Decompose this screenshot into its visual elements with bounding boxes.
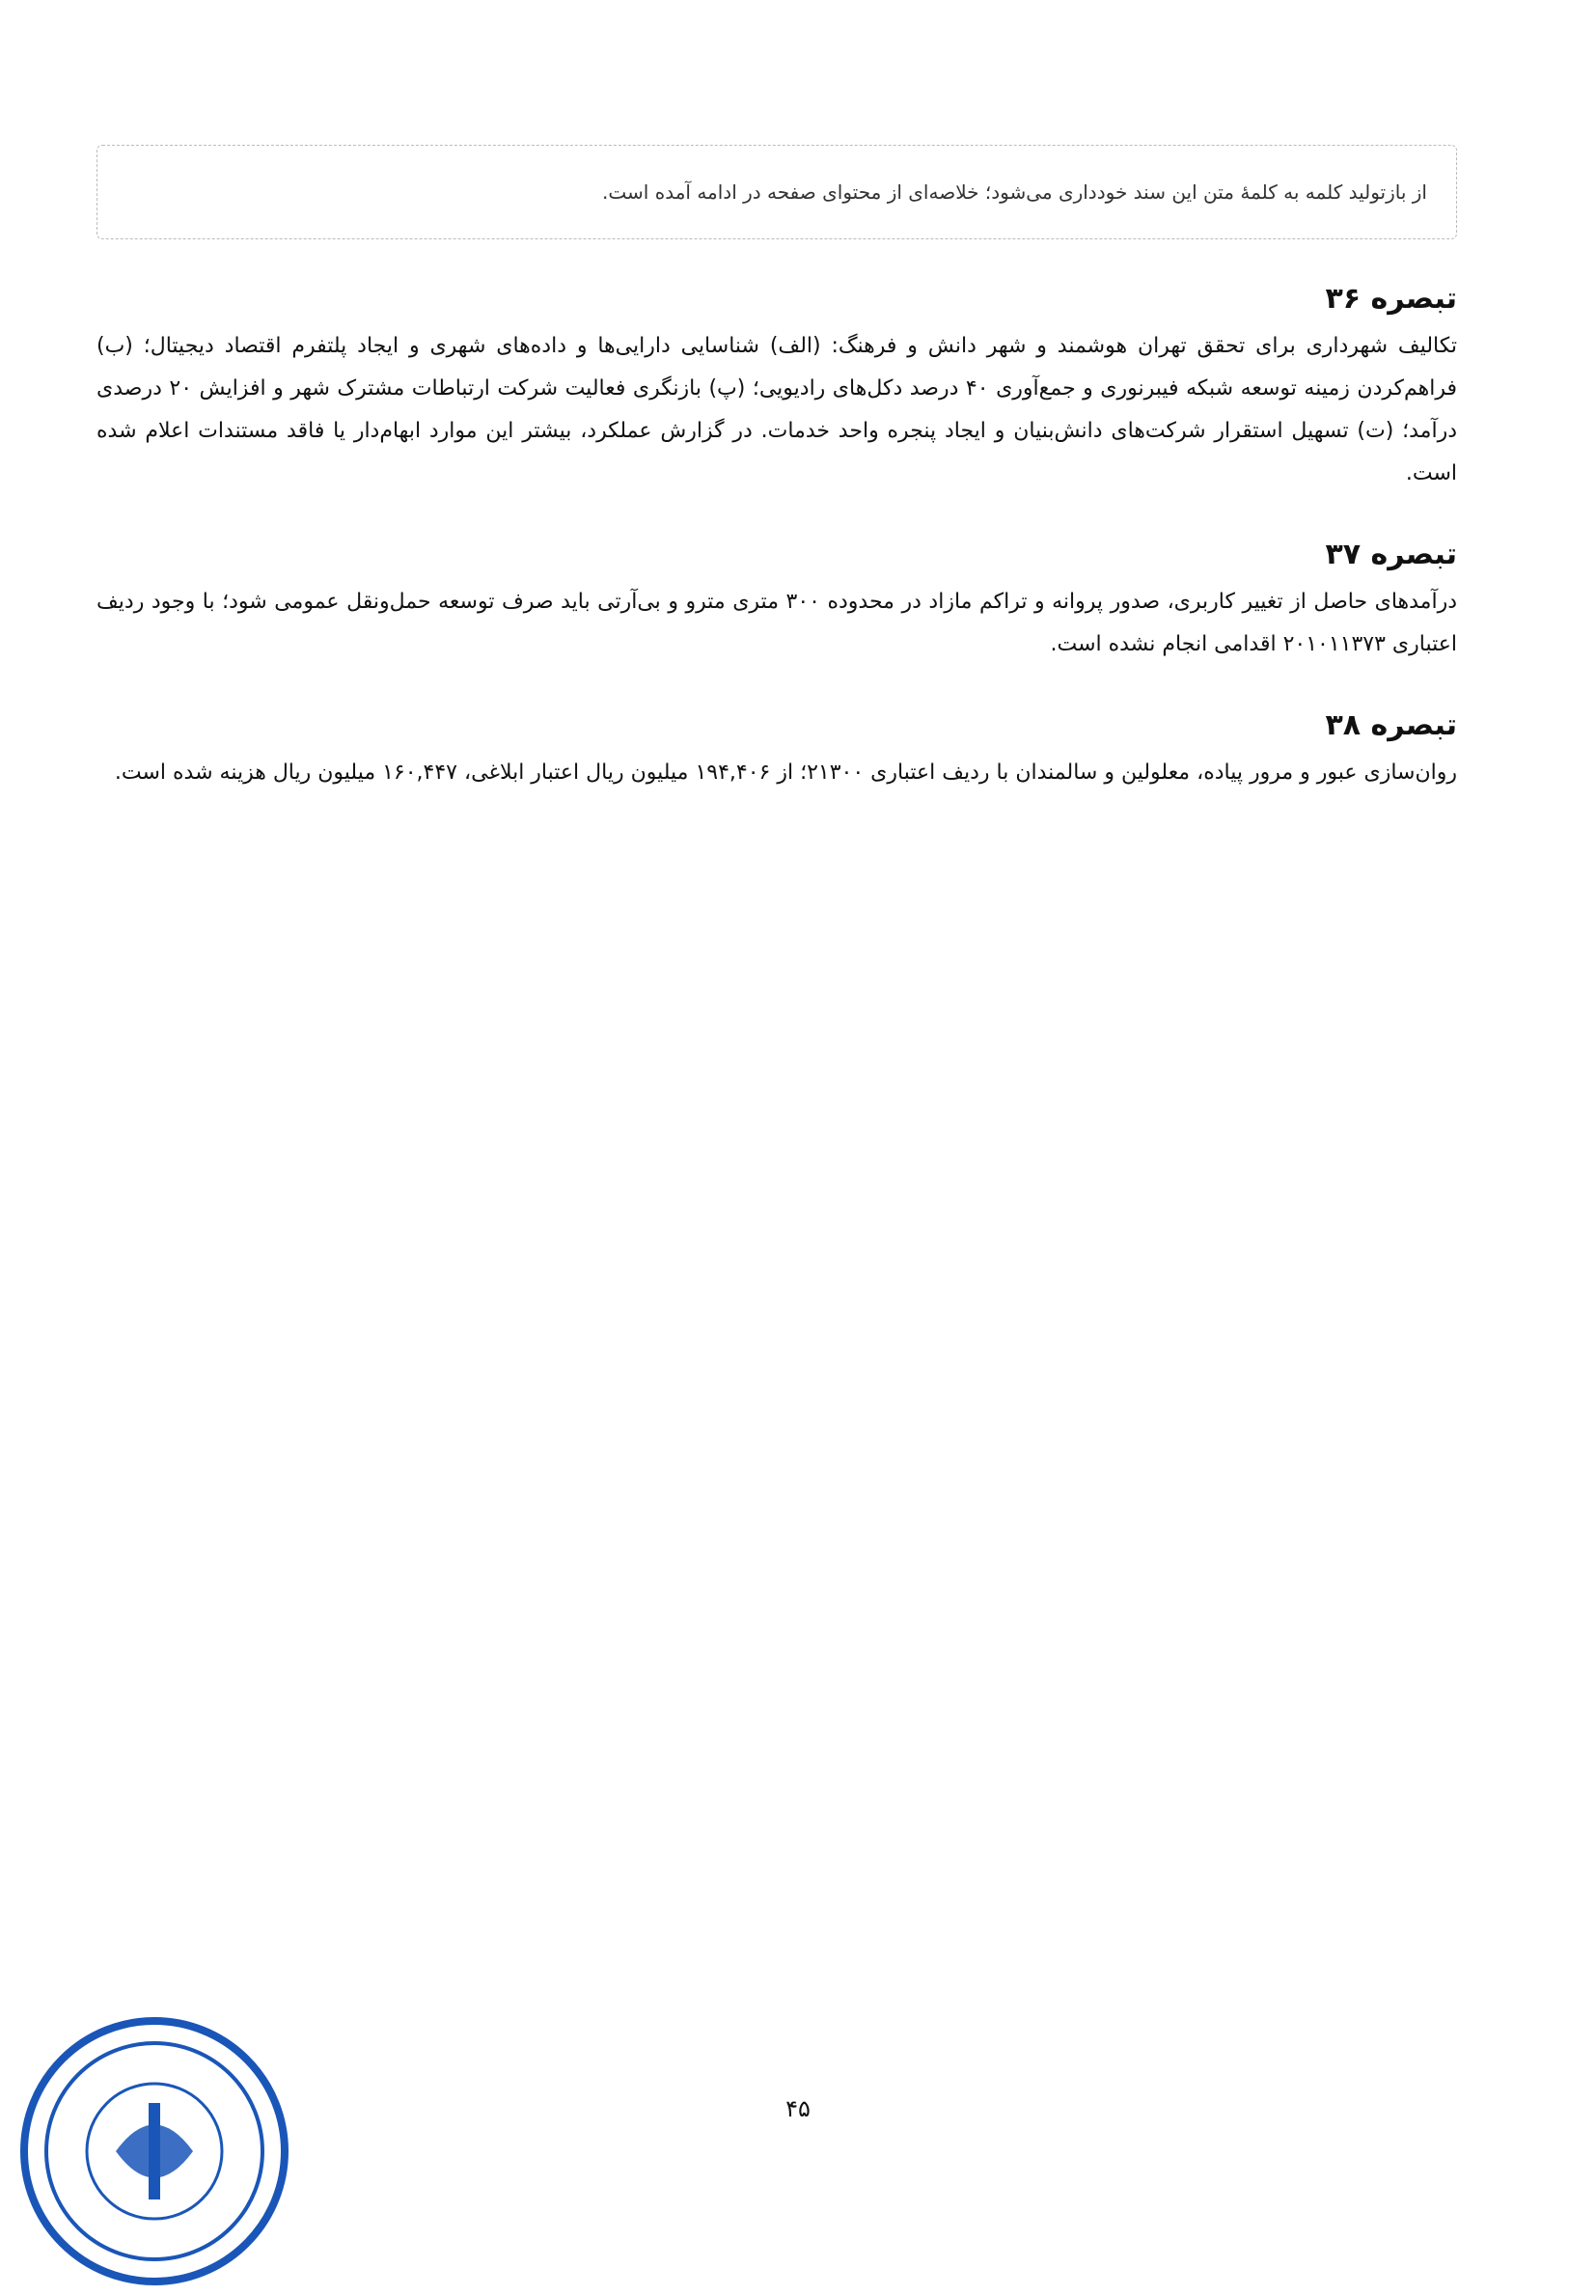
content-notice: از بازتولید کلمه به کلمهٔ متن این سند خودداری می‌شود؛ خلاصه‌ای از محتوای صفحه در ادامه آمده است. [96, 145, 1457, 239]
document-page [96, 145, 1457, 794]
section-37-heading: تبصره ۳۷ [1325, 538, 1457, 571]
section-38-summary: روان‌سازی عبور و مرور پیاده، معلولین و سالمندان با ردیف اعتباری ۲۱۳۰۰؛ از ۱۹۴,۴۰۶ میلیون ریال اعتبار ابلاغی، ۱۶۰,۴۴۷ میلیون ریال هزینه شده است. [114, 761, 1457, 785]
council-seal-icon [10, 2006, 299, 2296]
section-38 [96, 708, 1457, 794]
section-36-summary: تکالیف شهرداری برای تحقق تهران هوشمند و شهر دانش و فرهنگ: (الف) شناسایی دارایی‌ها و داده‌های شهری و ایجاد پلتفرم اقتصاد دیجیتال؛ (ب) فراهم‌کردن زمینه توسعه شبکه فیبرنوری و جمع‌آوری ۴۰ درصد دکل‌های رادیویی؛ (پ) بازنگری فعالیت شرکت ارتباطات مشترک شهر و افزایش ۲۰ درصدی درآمد؛ (ت) تسهیل استقرار شرکت‌های دانش‌بنیان و ایجاد پنجره واحد خدمات. در گزارش عملکرد، بیشتر این موارد ابهام‌دار یا فاقد مستندات اعلام شده است. [96, 334, 1457, 485]
section-36 [96, 282, 1457, 495]
page-number: ۴۵ [785, 2095, 811, 2122]
section-37-summary: درآمدهای حاصل از تغییر کاربری، صدور پروانه و تراکم مازاد در محدوده ۳۰۰ متری مترو و بی‌آرتی باید صرف توسعه حمل‌ونقل عمومی شود؛ با وجود ردیف اعتباری ۲۰۱۰۱۱۳۷۳ اقدامی انجام نشده است. [96, 590, 1457, 656]
section-38-heading: تبصره ۳۸ [1325, 708, 1457, 742]
section-37 [96, 538, 1457, 666]
section-36-heading: تبصره ۳۶ [1325, 282, 1457, 316]
